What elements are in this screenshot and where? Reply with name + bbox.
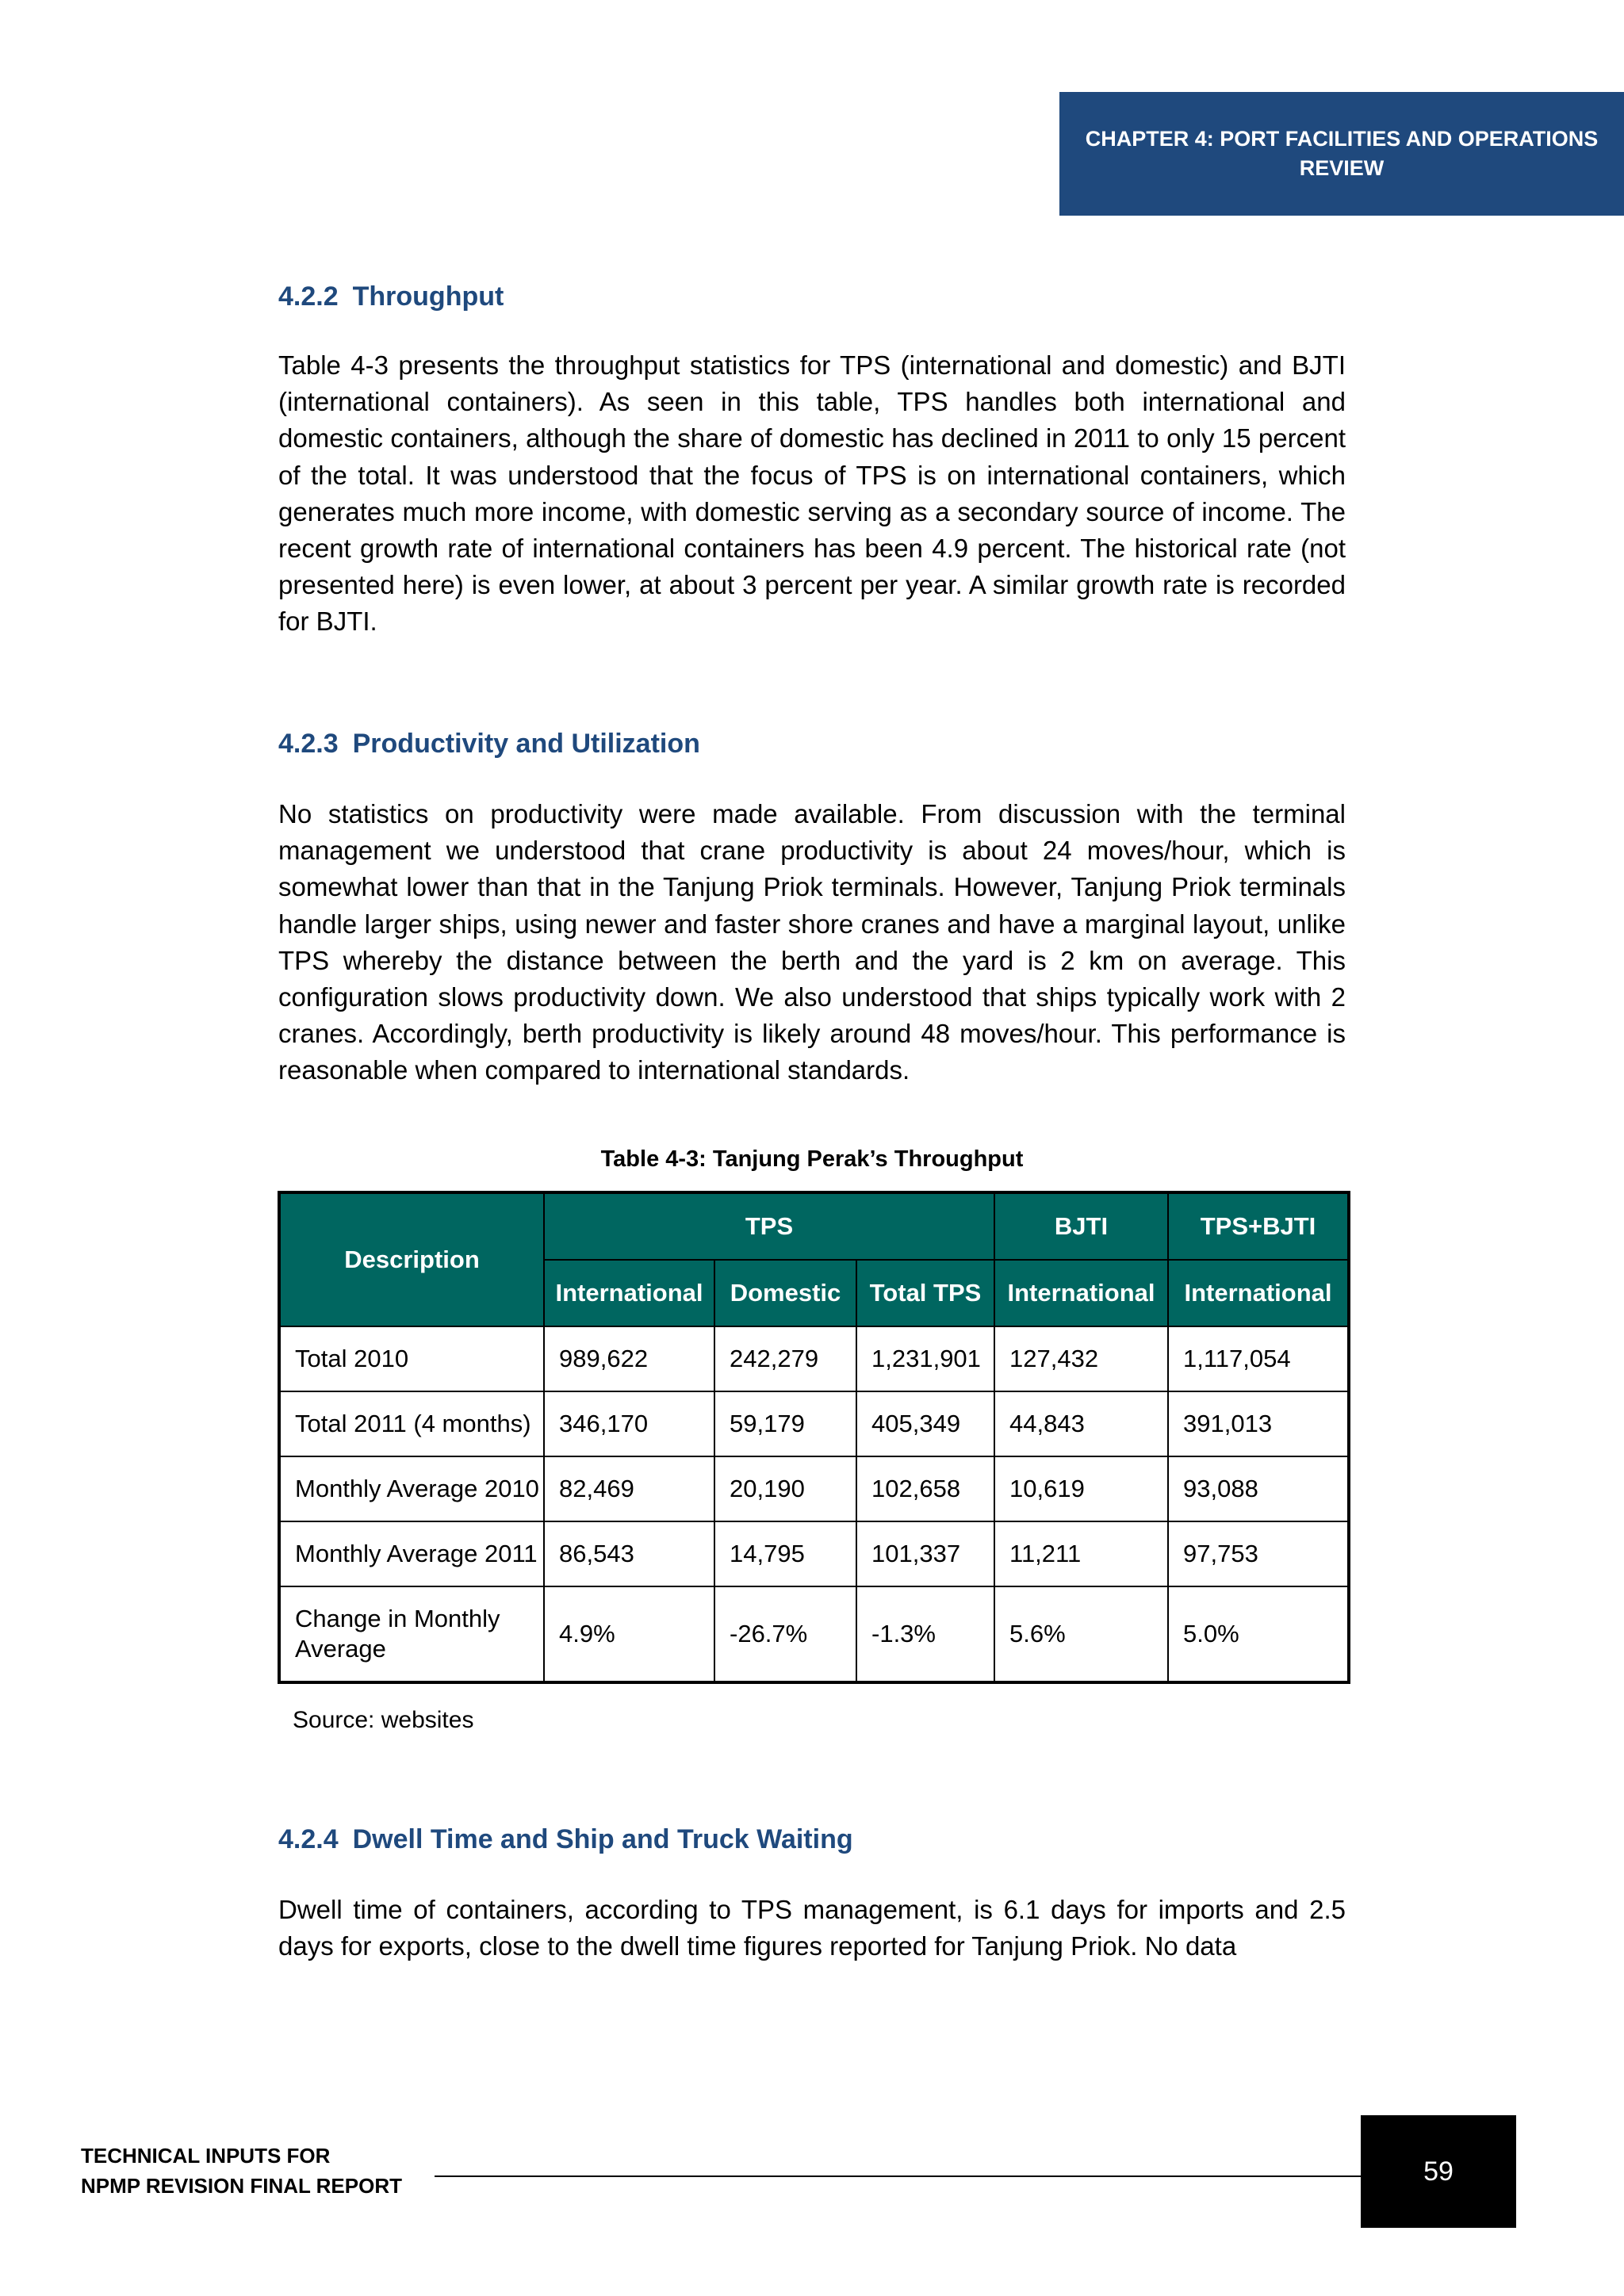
table-cell: Change in Monthly Average <box>279 1586 544 1682</box>
table-row <box>279 1391 1349 1456</box>
table-cell: 391,013 <box>1168 1391 1349 1456</box>
table-cell: 989,622 <box>544 1326 714 1391</box>
table-cell: 127,432 <box>994 1326 1168 1391</box>
table-cell: -1.3% <box>856 1586 994 1682</box>
table-cell: 11,211 <box>994 1521 1168 1586</box>
table-cell: 86,543 <box>544 1521 714 1586</box>
table-cell: 14,795 <box>714 1521 856 1586</box>
paragraph-productivity: No statistics on productivity were made available. From discussion with the terminal management we understood that crane productivity is about 24 moves/hour, which is somewhat lower than that in the Tanjung Priok terminals. However, Tanjung Priok terminals handle larger ships, using newer and faster shore cranes and have a marginal layout, unlike TPS whereby the distance between the berth and the yard is 2 km on average. This configuration slows productivity down. We also understood that ships typically work with 2 cranes. Accordingly, berth productivity is likely around 48 moves/hour. This performance is reasonable when compared to international standards. <box>278 799 1346 1085</box>
table-cell: 20,190 <box>714 1456 856 1521</box>
table-cell: Monthly Average 2010 <box>279 1456 544 1521</box>
section-title: Throughput <box>352 281 504 312</box>
subheader-cell: Total TPS <box>856 1260 994 1326</box>
table-caption: Table 4-3: Tanjung Perak’s Throughput <box>600 1146 1024 1172</box>
chapter-banner <box>1059 92 1624 216</box>
table-cell: 97,753 <box>1168 1521 1349 1586</box>
table-header-row <box>279 1192 1349 1260</box>
table-cell: -26.7% <box>714 1586 856 1682</box>
table-row <box>279 1456 1349 1521</box>
paragraph-dwell-time: Dwell time of containers, according to TPS management, is 6.1 days for imports and 2.5 days for exports, close to the dwell time figures reported for Tanjung Priok. No data <box>278 1895 1346 1961</box>
subheader-cell: International <box>1168 1260 1349 1326</box>
table-cell: 5.6% <box>994 1586 1168 1682</box>
section-number: 4.2.2 <box>278 281 339 312</box>
table-cell: 93,088 <box>1168 1456 1349 1521</box>
table-cell: Monthly Average 2011 <box>279 1521 544 1586</box>
table-cell: 101,337 <box>856 1521 994 1586</box>
section-number: 4.2.3 <box>278 729 339 759</box>
paragraph-throughput: Table 4-3 presents the throughput statistics for TPS (international and domestic) and BJTI (international containers). As seen in this table, TPS handles both international and domestic containers, although the share of domestic has declined in 2011 to only 15 percent of the total. It was understood that the focus of TPS is on international containers, which generates much more income, with domestic serving as a secondary source of income. The recent growth rate of international containers has been 4.9 percent. The historical rate (not presented here) is even lower, at about 3 percent per year. A similar growth rate is recorded for BJTI. <box>278 350 1346 637</box>
chapter-title-line1: CHAPTER 4: PORT FACILITIES AND OPERATIONS <box>1085 127 1599 151</box>
footer-line1: TECHNICAL INPUTS FOR <box>81 2144 331 2168</box>
table-cell: 82,469 <box>544 1456 714 1521</box>
header-group-bjti: BJTI <box>994 1192 1168 1260</box>
chapter-title-line2: REVIEW <box>1299 156 1385 180</box>
page-number: 59 <box>1361 2115 1516 2228</box>
footer-title <box>81 2141 402 2201</box>
table-cell: 102,658 <box>856 1456 994 1521</box>
table-cell: 1,231,901 <box>856 1326 994 1391</box>
table-row <box>279 1586 1349 1682</box>
table-cell: 1,117,054 <box>1168 1326 1349 1391</box>
table-cell: 10,619 <box>994 1456 1168 1521</box>
footer-line2: NPMP REVISION FINAL REPORT <box>81 2174 402 2198</box>
table-cell: 346,170 <box>544 1391 714 1456</box>
subheader-cell: Domestic <box>714 1260 856 1326</box>
table-cell: 59,179 <box>714 1391 856 1456</box>
section-heading-dwell-time <box>278 1822 853 1857</box>
section-title: Dwell Time and Ship and Truck Waiting <box>352 1824 853 1854</box>
header-group-tps: TPS <box>544 1192 994 1260</box>
section-heading-throughput <box>278 279 504 314</box>
table-cell: Total 2010 <box>279 1326 544 1391</box>
section-title: Productivity and Utilization <box>352 729 700 759</box>
section-number: 4.2.4 <box>278 1824 339 1854</box>
table-cell: 4.9% <box>544 1586 714 1682</box>
table-cell: 5.0% <box>1168 1586 1349 1682</box>
table-row <box>279 1521 1349 1586</box>
table-source: Source: websites <box>293 1707 474 1733</box>
table-row <box>279 1326 1349 1391</box>
footer-divider <box>435 2175 1361 2177</box>
header-description: Description <box>279 1192 544 1326</box>
section-heading-productivity <box>278 726 700 761</box>
table-cell: 405,349 <box>856 1391 994 1456</box>
subheader-cell: International <box>544 1260 714 1326</box>
throughput-table <box>278 1191 1350 1684</box>
table-cell: Total 2011 (4 months) <box>279 1391 544 1456</box>
table-cell: 242,279 <box>714 1326 856 1391</box>
table-cell: 44,843 <box>994 1391 1168 1456</box>
header-group-tps-bjti: TPS+BJTI <box>1168 1192 1349 1260</box>
subheader-cell: International <box>994 1260 1168 1326</box>
